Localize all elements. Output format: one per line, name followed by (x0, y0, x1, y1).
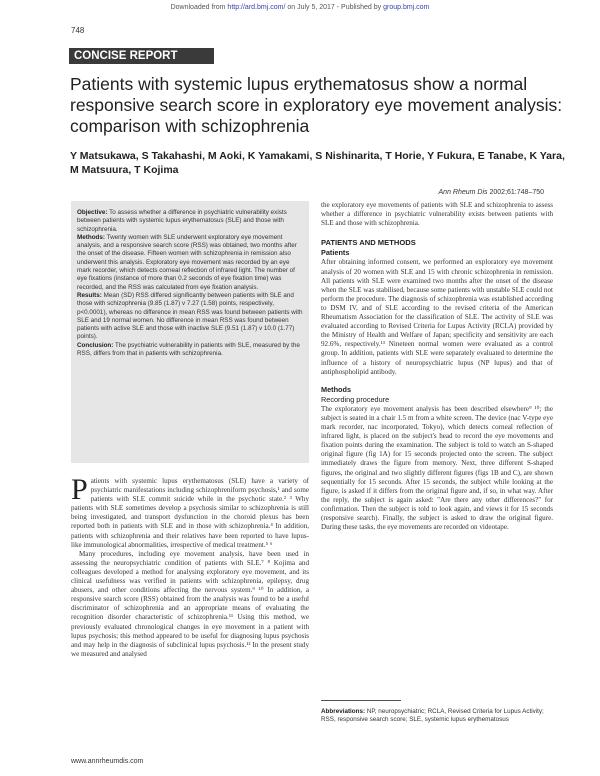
abstract-text (77, 209, 305, 358)
subheading-recording-procedure: Recording procedure (321, 394, 390, 404)
abstract-box (71, 201, 309, 463)
article-title: Patients with systemic lupus erythematosus show a normal responsive search score in exploratory eye movement analysis: comparison with schizophrenia (70, 74, 563, 136)
subheading-patients: Patients (321, 248, 350, 258)
download-notice (0, 4, 600, 11)
footnote-divider (321, 700, 401, 701)
footer-website: www.annrheumdis.com (71, 758, 144, 765)
objective-text: To assess whether a difference in psychiatric vulnerability exists between patients with systemic lupus erythematosus (SLE) and those with schizophrenia. (77, 209, 287, 233)
right-column (321, 201, 553, 532)
citation (439, 189, 544, 196)
section-heading-patients-methods: PATIENTS AND METHODS (321, 238, 416, 248)
intro-paragraph-1-text: atients with systemic lupus erythematosus (SLE) have a variety of psychiatric manifestations including schizophreniform psychosis,¹ and some patients with SLE commit suicide while in the psychotic state.² ³ Why patients with SLE sometimes develop a psychosis similar to schizophrenia is still being investigated, and transport dysfunction in the choroid plexus has been reported both in patients with SLE and in those with schizophrenia.⁴ In addition, patients with schizophrenia and their relatives have been reported to have lupus-like immunological abnormalities, irrespective of medical treatment.⁵ ⁶ (71, 477, 309, 549)
abbreviations-text: NP, neuropsychiatric; RCLA, Revised Criteria for Lupus Activity; RSS, responsive search score; SLE, systemic lupus erythematosus (321, 708, 544, 724)
intro-paragraph-1 (71, 473, 309, 550)
objective-label: Objective: (77, 209, 108, 216)
publisher-link[interactable]: group.bmj.com (383, 4, 430, 11)
abbreviations-label: Abbreviations: (321, 708, 366, 715)
citation-journal: Ann Rheum Dis (438, 189, 488, 196)
download-prefix: Downloaded from (170, 4, 226, 11)
intro-paragraph-2: Many procedures, including eye movement analysis, have been used in assessing the neuropsychiatric condition of patients with SLE.⁷ ⁸ Kojima and colleagues developed a method for analysing exploratory eye movement, and its clinical usefulness was verified in patients with schizophrenia, epilepsy, drug abusers, and other conditions affecting the nervous system.⁹ ¹⁰ In addition, a responsive search score (RSS) obtained from the analysis was found to be a useful discriminator of schizophrenia and an appropriate means of evaluating the recognition disorder characteristic of schizophrenia.¹¹ Using this method, we previously evaluated chronological changes in eye movement in a patient with lupus psychosis; this method appeared to be useful for diagnosing lupus psychosis and may help in the diagnosis of subclinical lupus psychosis.¹² In the present study we measured and analysed (71, 549, 309, 658)
intro-column (71, 473, 309, 659)
page-number: 748 (71, 26, 85, 35)
methods-text: Twenty women with SLE underwent exploratory eye movement analysis, and a responsive search score (RSS) was obtained, two months after the onset of the disease. Fifteen women with schizophrenia in remission also underwent this analysis. Exploratory eye movement was recorded by an eye mark recorder, which detects corneal reflection of infrared light. The number of eye fixations (instance of more than 0.2 seconds of eye fixation time) was recorded, and the RSS was calculated from eye fixation analysis. (77, 233, 297, 291)
methods-label: Methods: (77, 233, 105, 241)
patients-paragraph: After obtaining informed consent, we performed an exploratory eye movement analysis of 20 women with SLE and 15 with chronic schizophrenia in remission. All patients with SLE were examined two months after the onset of the disease when the SLE was stabilised, because some patients with unstable SLE could not perform the procedure. The diagnosis of schizophrenia was established according to DSM IV, and of SLE according to the revised criteria of the American Rheumatism Association for the classification of SLE. The activity of SLE was evaluated according to Revised Criteria for Lupus Activity (RCLA) provided by the Ministry of Health and Welfare of Japan; specificity and sensitivity are each 92.6%, respectively.¹³ Nineteen normal women were evaluated as a control group. In addition, patients with SLE were separately evaluated to determine the influence of a history of neuropsychiatric lupus (NP lupus) and that of antiphospholipid antibody. (321, 258, 553, 376)
recording-paragraph: The exploratory eye movement analysis has been described elsewhere⁹ ¹⁰; the subject is seated in a chair 1.5 m from a white screen. The device (nac V-type eye mark recorder, nac incorporated, Tokyo), which detects corneal reflection of infrared light, is placed on the subject's head to record the eye movements and fixation points during the examination. The subject is told to watch an S-shaped original figure (fig 1A) for 15 seconds projected onto the screen. The subject immediately draws the figure from memory. Next, three different S-shaped figures, the original and two slightly different figures (figs 1B and C), are shown sequentially for 15 seconds. After 15 seconds, the subject while looking at the figure, is asked if it differs from the original figure and, if so, in what way. After the reply, the subject is again asked: "Are there any other differences?" for confirmation. Then the subject is told to look again, and views it for 15 seconds (responsive search). Finally, the subject is asked to draw the original figure. During these tasks, the eye movements are recorded on videotape. (321, 404, 553, 532)
results-label: Results: (77, 291, 102, 299)
citation-details: 2002;61:748–750 (489, 189, 544, 196)
conclusion-label: Conclusion: (77, 341, 114, 349)
subheading-methods: Methods (321, 384, 351, 394)
download-url-link[interactable]: http://ard.bmj.com/ (227, 4, 286, 11)
conclusion-text: The psychiatric vulnerability in patients with SLE, measured by the RSS, differs from that in patients with schizophrenia. (77, 341, 300, 358)
drop-cap: P (71, 473, 88, 506)
results-text: Mean (SD) RSS differed significantly between patients with SLE and those with schizophrenia (9.85 (1.87) v 7.27 (1.58) points, respectively, p<0.0001), whereas no difference in mean RSS was found between patients with SLE and 19 normal women. No difference in mean RSS was found between patients with active SLE and those with inactive SLE (9.51 (1.87) v 10.0 (1.77) points). (77, 291, 303, 341)
abbreviations-footnote (321, 708, 553, 724)
article-type-banner: CONCISE REPORT (69, 48, 214, 64)
download-mid: on July 5, 2017 - Published by (287, 4, 382, 11)
intro-paragraph-3: the exploratory eye movements of patients with SLE and schizophrenia to assess whether a difference in psychiatric vulnerability exists between patients with SLE and those with schizophrenia. (321, 201, 553, 228)
author-list: Y Matsukawa, S Takahashi, M Aoki, K Yamakami, S Nishinarita, T Horie, Y Fukura, E Tanabe, K Yara, M Matsuura, T Kojima (70, 150, 565, 176)
